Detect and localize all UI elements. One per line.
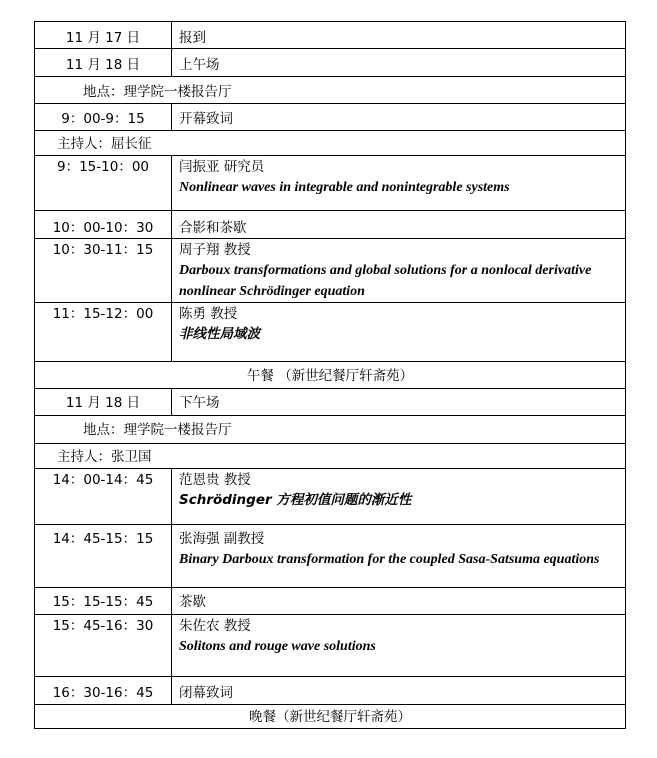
speaker-name: 周子翔 教授 (179, 242, 251, 258)
time-cell: 11：15-12：00 (35, 303, 172, 362)
time-cell: 14：00-14：45 (35, 469, 172, 525)
venue-cell: 地点：理学院一楼报告厅 (35, 416, 626, 444)
talk-cell (172, 615, 626, 677)
speaker-name: 张海强 副教授 (179, 531, 265, 547)
talk-title: Darboux transformations and global solutions for a nonlocal derivative nonlinear Schrödinger equation (179, 263, 592, 299)
table-row (35, 444, 626, 469)
table-row (35, 677, 626, 705)
speaker-name: 朱佐农 教授 (179, 618, 251, 634)
event-cell: 茶歇 (172, 588, 626, 615)
table-row (35, 362, 626, 389)
table-row (35, 156, 626, 211)
talk-title: 非线性局域波 (179, 326, 260, 342)
time-cell: 10：00-10：30 (35, 211, 172, 239)
event-cell: 合影和茶歇 (172, 211, 626, 239)
table-row (35, 389, 626, 416)
talk-cell (172, 525, 626, 588)
speaker-name: 闫振亚 研究员 (179, 159, 265, 175)
talk-cell (172, 156, 626, 211)
event-cell: 闭幕致词 (172, 677, 626, 705)
talk-cell (172, 239, 626, 303)
host-cell: 主持人：屈长征 (35, 131, 626, 156)
table-row (35, 104, 626, 131)
table-row (35, 615, 626, 677)
dinner-cell: 晚餐（新世纪餐厅轩斋苑） (35, 705, 626, 729)
speaker-name: 陈勇 教授 (179, 306, 238, 322)
table-row (35, 211, 626, 239)
table-row (35, 239, 626, 303)
event-cell: 报到 (172, 22, 626, 49)
talk-cell (172, 469, 626, 525)
speaker-name: 范恩贵 教授 (179, 472, 251, 488)
time-cell: 16：30-16：45 (35, 677, 172, 705)
time-cell: 9：00-9：15 (35, 104, 172, 131)
time-cell: 11 月 18 日 (35, 389, 172, 416)
table-row (35, 416, 626, 444)
time-cell: 11 月 18 日 (35, 49, 172, 77)
event-cell: 开幕致词 (172, 104, 626, 131)
time-cell: 9：15-10：00 (35, 156, 172, 211)
venue-cell: 地点：理学院一楼报告厅 (35, 77, 626, 104)
table-row (35, 588, 626, 615)
table-row (35, 525, 626, 588)
talk-title: Solitons and rouge wave solutions (179, 639, 376, 654)
table-row (35, 49, 626, 77)
host-cell: 主持人：张卫国 (35, 444, 626, 469)
session-cell: 上午场 (172, 49, 626, 77)
table-row (35, 469, 626, 525)
table-row (35, 77, 626, 104)
table-row (35, 303, 626, 362)
time-cell: 10：30-11：15 (35, 239, 172, 303)
time-cell: 15：45-16：30 (35, 615, 172, 677)
table-row (35, 131, 626, 156)
talk-cell (172, 303, 626, 362)
table-row (35, 22, 626, 49)
lunch-cell: 午餐 （新世纪餐厅轩斋苑） (35, 362, 626, 389)
time-cell: 11 月 17 日 (35, 22, 172, 49)
time-cell: 14：45-15：15 (35, 525, 172, 588)
talk-title: Binary Darboux transformation for the coupled Sasa-Satsuma equations (179, 552, 600, 567)
time-cell: 15：15-15：45 (35, 588, 172, 615)
talk-title: Schrödinger 方程初值问题的渐近性 (179, 492, 412, 508)
schedule-table (34, 21, 626, 729)
session-cell: 下午场 (172, 389, 626, 416)
table-row (35, 705, 626, 729)
talk-title: Nonlinear waves in integrable and nonintegrable systems (179, 180, 510, 195)
